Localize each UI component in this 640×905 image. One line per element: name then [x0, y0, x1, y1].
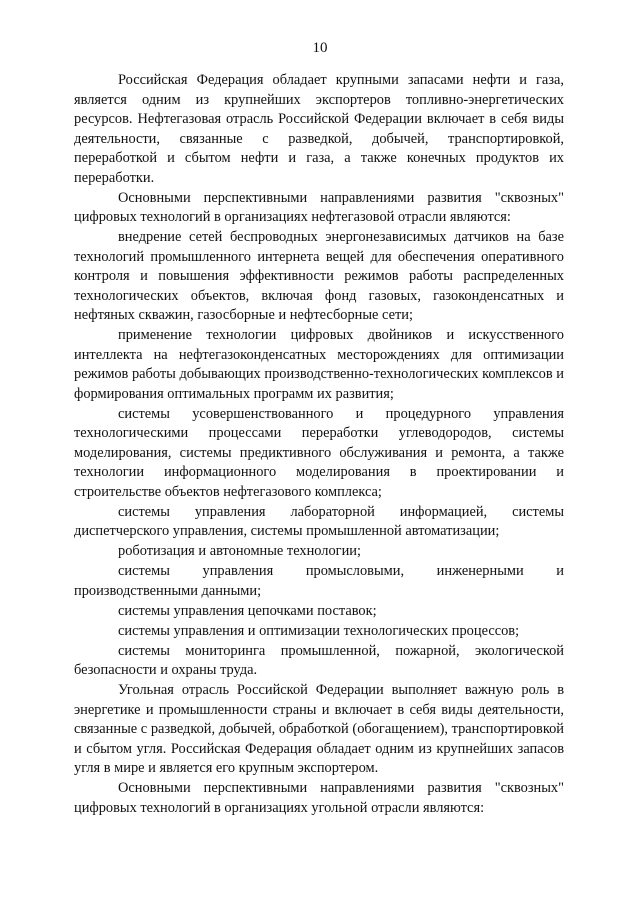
list-item-field-data: системы управления промысловыми, инженерными и производственными данными; [74, 563, 564, 599]
paragraph-oil-gas-intro: Российская Федерация обладает крупными запасами нефти и газа, является одним из крупнейших экспортеров топливно-энергетических ресурсов. Нефтегазовая отрасль Российской Федерации включает в себя виды деятельности, связанные с разведкой, добычей, транспортировкой, переработкой и сбытом нефти и газа, а также конечных продуктов их переработки. [74, 72, 564, 186]
paragraph-coal-directions: Основными перспективными направлениями развития "сквозных" цифровых технологий в организациях угольной отрасли являются: [74, 780, 564, 816]
document-body [74, 71, 564, 819]
list-item-process-control: системы усовершенствованного и процедурного управления технологическими процессами переработки углеводородов, системы моделирования, системы предиктивного обслуживания и ремонта, а также технологии информационного моделирования в проектировании и строительстве объектов нефтегазового комплекса; [74, 405, 564, 500]
paragraph-coal-intro: Угольная отрасль Российской Федерации выполняет важную роль в энергетике и промышленности страны и включает в себя виды деятельности, связанные с разведкой, добычей, обработкой (обогащением), транспортировкой и сбытом угля. Российская Федерация обладает одним из крупнейших запасов угля в мире и является его крупным экспортером. [74, 682, 564, 776]
list-item-safety-monitoring: системы мониторинга промышленной, пожарной, экологической безопасности и охраны труда. [74, 642, 564, 678]
paragraph-oil-gas-directions: Основными перспективными направлениями развития "сквозных" цифровых технологий в организациях нефтегазовой отрасли являются: [74, 189, 564, 225]
list-item-process-optimization: системы управления и оптимизации технологических процессов; [118, 622, 520, 639]
list-item-wireless-sensors: внедрение сетей беспроводных энергонезависимых датчиков на базе технологий промышленного интернета вещей для обеспечения оперативного контроля и повышения эффективности режимов работы распределенных технологических объектов, включая фонд газовых, газоконденсатных и нефтяных скважин, газосборные и нефтесборные сети; [74, 229, 564, 323]
list-item-digital-twins: применение технологии цифровых двойников и искусственного интеллекта на нефтегазоконденсатных месторождениях для оптимизации режимов работы добывающих производственно-технологических комплексов и формирования оптимальных программ их развития; [74, 327, 564, 402]
list-item-robotics: роботизация и автономные технологии; [118, 543, 361, 559]
list-item-supply-chain: системы управления цепочками поставок; [118, 602, 377, 619]
page-number: 10 [312, 40, 328, 56]
list-item-lab-info-systems: системы управления лабораторной информацией, системы диспетчерского управления, системы промышленной автоматизации; [74, 503, 564, 539]
